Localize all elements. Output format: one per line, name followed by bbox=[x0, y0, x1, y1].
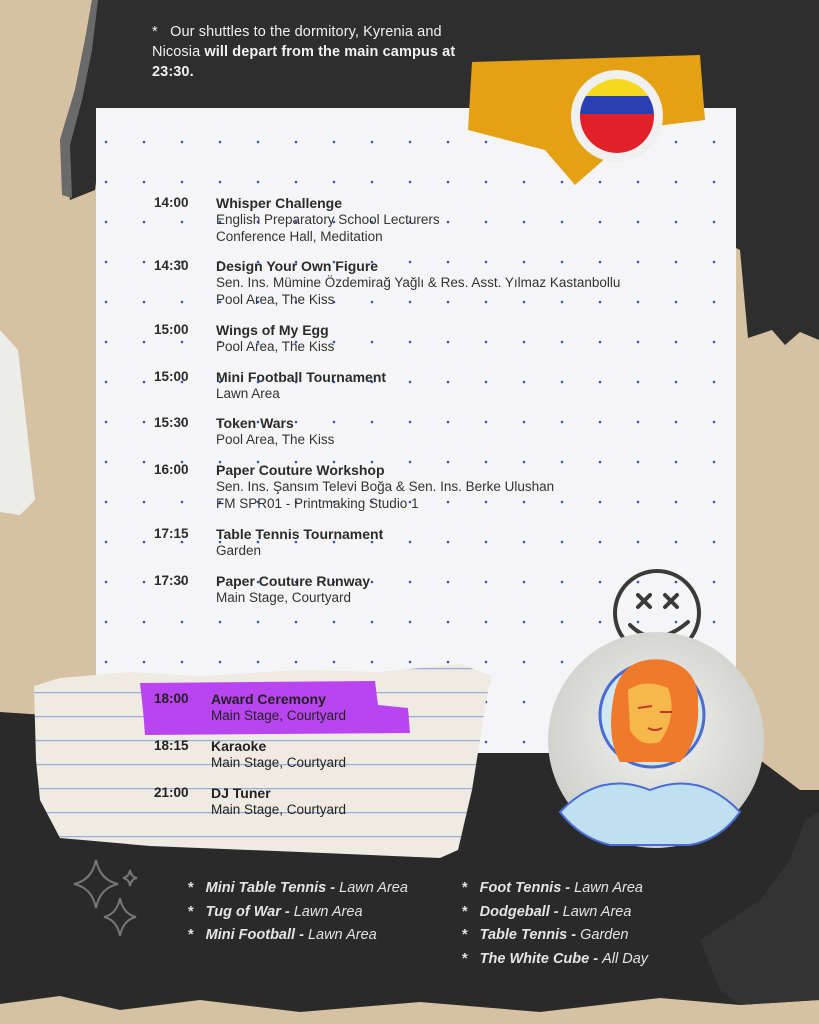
event-time: 15:00 bbox=[154, 322, 189, 337]
event-title: DJ Tuner bbox=[211, 785, 271, 801]
event-location: Lawn Area bbox=[216, 386, 280, 401]
activity-star: * bbox=[188, 880, 194, 896]
activity-item bbox=[188, 904, 363, 920]
activity-name: Foot Tennis - bbox=[479, 880, 571, 896]
event-location: Main Stage, Courtyard bbox=[211, 708, 347, 723]
activity-name: Mini Football - bbox=[205, 927, 304, 943]
note-star: * bbox=[152, 24, 158, 40]
event-location: Conference Hall, Meditation bbox=[216, 229, 383, 244]
shuttle-note bbox=[152, 22, 492, 82]
activity-item bbox=[188, 880, 408, 896]
event-title: Whisper Challenge bbox=[216, 195, 343, 211]
event-time: 18:00 bbox=[154, 691, 189, 706]
event-location: Main Stage, Courtyard bbox=[216, 590, 352, 605]
event-location: Main Stage, Courtyard bbox=[211, 755, 347, 770]
event-time: 21:00 bbox=[154, 785, 189, 800]
activity-item bbox=[188, 927, 377, 943]
astronaut-woman-sticker-icon bbox=[548, 632, 764, 848]
event-time: 17:30 bbox=[154, 573, 189, 588]
activity-star: * bbox=[462, 880, 468, 896]
event-title: Token Wars bbox=[216, 415, 294, 431]
event-detail: Sen. Ins. Mümine Özdemirağ Yağlı & Res. Asst. Yılmaz Kastanbollu bbox=[216, 275, 621, 290]
event-time: 18:15 bbox=[154, 738, 189, 753]
activity-item bbox=[462, 927, 628, 943]
event-location: Main Stage, Courtyard bbox=[211, 802, 347, 817]
note-text-plain: Our shuttles to the dormitory, Kyrenia and Nicosia bbox=[152, 24, 442, 60]
event-time: 16:00 bbox=[154, 462, 189, 477]
activity-name: Table Tennis - bbox=[479, 927, 577, 943]
event-title: Karaoke bbox=[211, 738, 267, 754]
event-location: Pool Area, The Kiss bbox=[216, 432, 335, 447]
activity-star: * bbox=[188, 927, 194, 943]
activity-place: Lawn Area bbox=[562, 904, 632, 920]
activity-item bbox=[462, 904, 631, 920]
event-time: 15:00 bbox=[154, 369, 189, 384]
event-location: Pool Area, The Kiss bbox=[216, 292, 335, 307]
activity-place: Lawn Area bbox=[293, 904, 363, 920]
activity-star: * bbox=[462, 951, 468, 967]
event-location: FM SPR01 - Printmaking Studio 1 bbox=[216, 496, 419, 511]
activity-place: Garden bbox=[580, 927, 629, 943]
activity-item bbox=[462, 880, 643, 896]
activity-star: * bbox=[462, 927, 468, 943]
event-location: Garden bbox=[216, 543, 262, 558]
event-detail: English Preparatory School Lecturers bbox=[216, 212, 440, 227]
activity-place: All Day bbox=[602, 951, 649, 967]
note-text-bold: will depart from the main campus at 23:30. bbox=[152, 44, 456, 80]
activity-name: Mini Table Tennis - bbox=[205, 880, 336, 896]
activity-name: Tug of War - bbox=[205, 904, 290, 920]
activity-item bbox=[462, 951, 648, 967]
event-time: 14:00 bbox=[154, 195, 189, 210]
activity-place: Lawn Area bbox=[574, 880, 643, 896]
event-title: Paper Couture Workshop bbox=[216, 462, 385, 478]
colombia-flag-sticker-icon bbox=[571, 70, 663, 162]
activity-name: Dodgeball - bbox=[479, 904, 559, 920]
event-detail: Sen. Ins. Şansım Televi Boğa & Sen. Ins. Berke Ulushan bbox=[216, 479, 555, 494]
activity-place: Lawn Area bbox=[339, 880, 408, 896]
event-title: Wings of My Egg bbox=[216, 322, 329, 338]
activity-place: Lawn Area bbox=[307, 927, 377, 943]
event-title: Paper Couture Runway bbox=[216, 573, 371, 589]
event-title: Award Ceremony bbox=[211, 691, 326, 707]
event-title: Table Tennis Tournament bbox=[216, 526, 384, 542]
activity-name: The White Cube - bbox=[479, 951, 599, 967]
event-location: Pool Area, The Kiss bbox=[216, 339, 335, 354]
activity-star: * bbox=[188, 904, 194, 920]
event-title: Design Your Own Figure bbox=[216, 258, 379, 274]
event-title: Mini Football Tournament bbox=[216, 369, 387, 385]
event-time: 17:15 bbox=[154, 526, 189, 541]
activity-star: * bbox=[462, 904, 468, 920]
event-time: 15:30 bbox=[154, 415, 189, 430]
event-time: 14:30 bbox=[154, 258, 189, 273]
